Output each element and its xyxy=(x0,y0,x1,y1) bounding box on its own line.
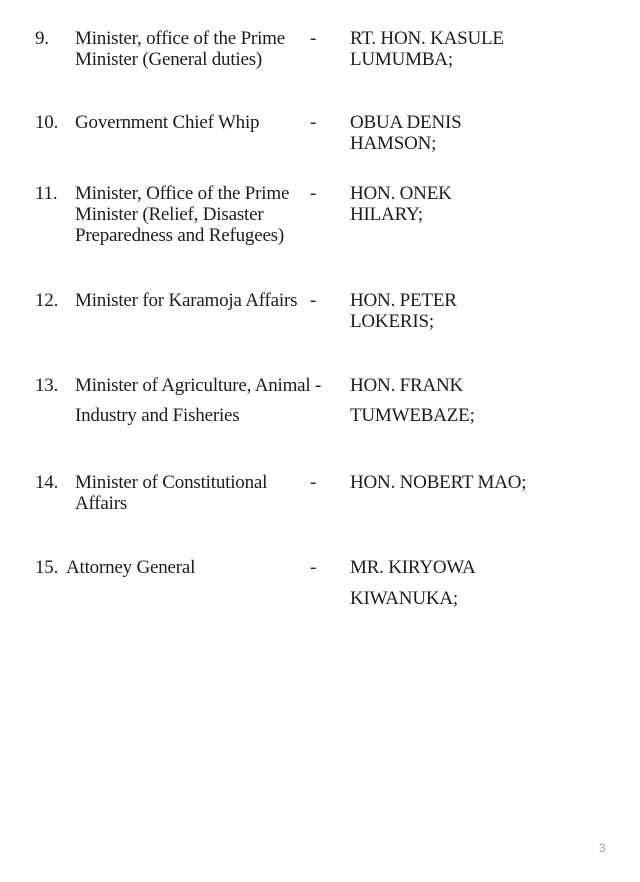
item-number: 13. xyxy=(35,375,59,396)
office-line: Affairs xyxy=(75,493,128,514)
name-line: OBUA DENIS xyxy=(350,112,462,133)
name-line: HON. FRANK xyxy=(350,375,464,396)
holder-name xyxy=(350,28,504,70)
separator-dash: - xyxy=(310,290,317,311)
separator-dash: - xyxy=(310,183,317,204)
office-title xyxy=(75,472,267,514)
item-number: 15. xyxy=(35,557,59,578)
separator-dash: - xyxy=(310,557,317,578)
office-title xyxy=(75,290,297,311)
office-line: Minister of Agriculture, Animal xyxy=(75,375,311,396)
name-line: HON. PETER xyxy=(350,290,457,311)
office-line: Minister of Constitutional xyxy=(75,472,268,493)
office-line: Minister (General duties) xyxy=(75,49,263,70)
page-number: 3 xyxy=(599,841,606,855)
office-line: Minister for Karamoja Affairs xyxy=(75,290,298,311)
holder-name xyxy=(350,112,461,154)
name-line: MR. KIRYOWA xyxy=(350,557,476,578)
item-number: 11. xyxy=(35,183,58,204)
name-line: HON. NOBERT MAO; xyxy=(350,472,527,493)
office-line: Minister, Office of the Prime xyxy=(75,183,290,204)
name-line: KIWANUKA; xyxy=(350,588,458,609)
holder-name xyxy=(350,290,457,332)
office-line: Minister (Relief, Disaster xyxy=(75,204,264,225)
item-number: 9. xyxy=(35,28,49,49)
separator-dash: - xyxy=(310,112,317,133)
holder-name xyxy=(350,472,526,493)
office-line: Preparedness and Refugees) xyxy=(75,225,284,246)
name-line: TUMWEBAZE; xyxy=(350,405,475,426)
separator-dash: - xyxy=(310,28,317,49)
name-line: LOKERIS; xyxy=(350,311,434,332)
office-line: Minister, office of the Prime xyxy=(75,28,285,49)
office-line: Government Chief Whip xyxy=(75,112,260,133)
office-title xyxy=(75,375,310,426)
separator-dash: - xyxy=(315,375,322,396)
holder-name xyxy=(350,183,452,225)
item-number: 10. xyxy=(35,112,59,133)
holder-name xyxy=(350,557,476,609)
office-line: Attorney General xyxy=(66,557,196,578)
name-line: HAMSON; xyxy=(350,133,437,154)
office-line: Industry and Fisheries xyxy=(75,405,240,426)
office-title xyxy=(75,28,285,70)
holder-name xyxy=(350,375,475,426)
separator-dash: - xyxy=(310,472,317,493)
name-line: HON. ONEK xyxy=(350,183,452,204)
name-line: LUMUMBA; xyxy=(350,49,453,70)
office-title xyxy=(75,183,289,246)
name-line: HILARY; xyxy=(350,204,423,225)
office-title xyxy=(75,112,259,133)
name-line: RT. HON. KASULE xyxy=(350,28,504,49)
item-number: 14. xyxy=(35,472,59,493)
item-number: 12. xyxy=(35,290,59,311)
office-title xyxy=(66,557,195,578)
